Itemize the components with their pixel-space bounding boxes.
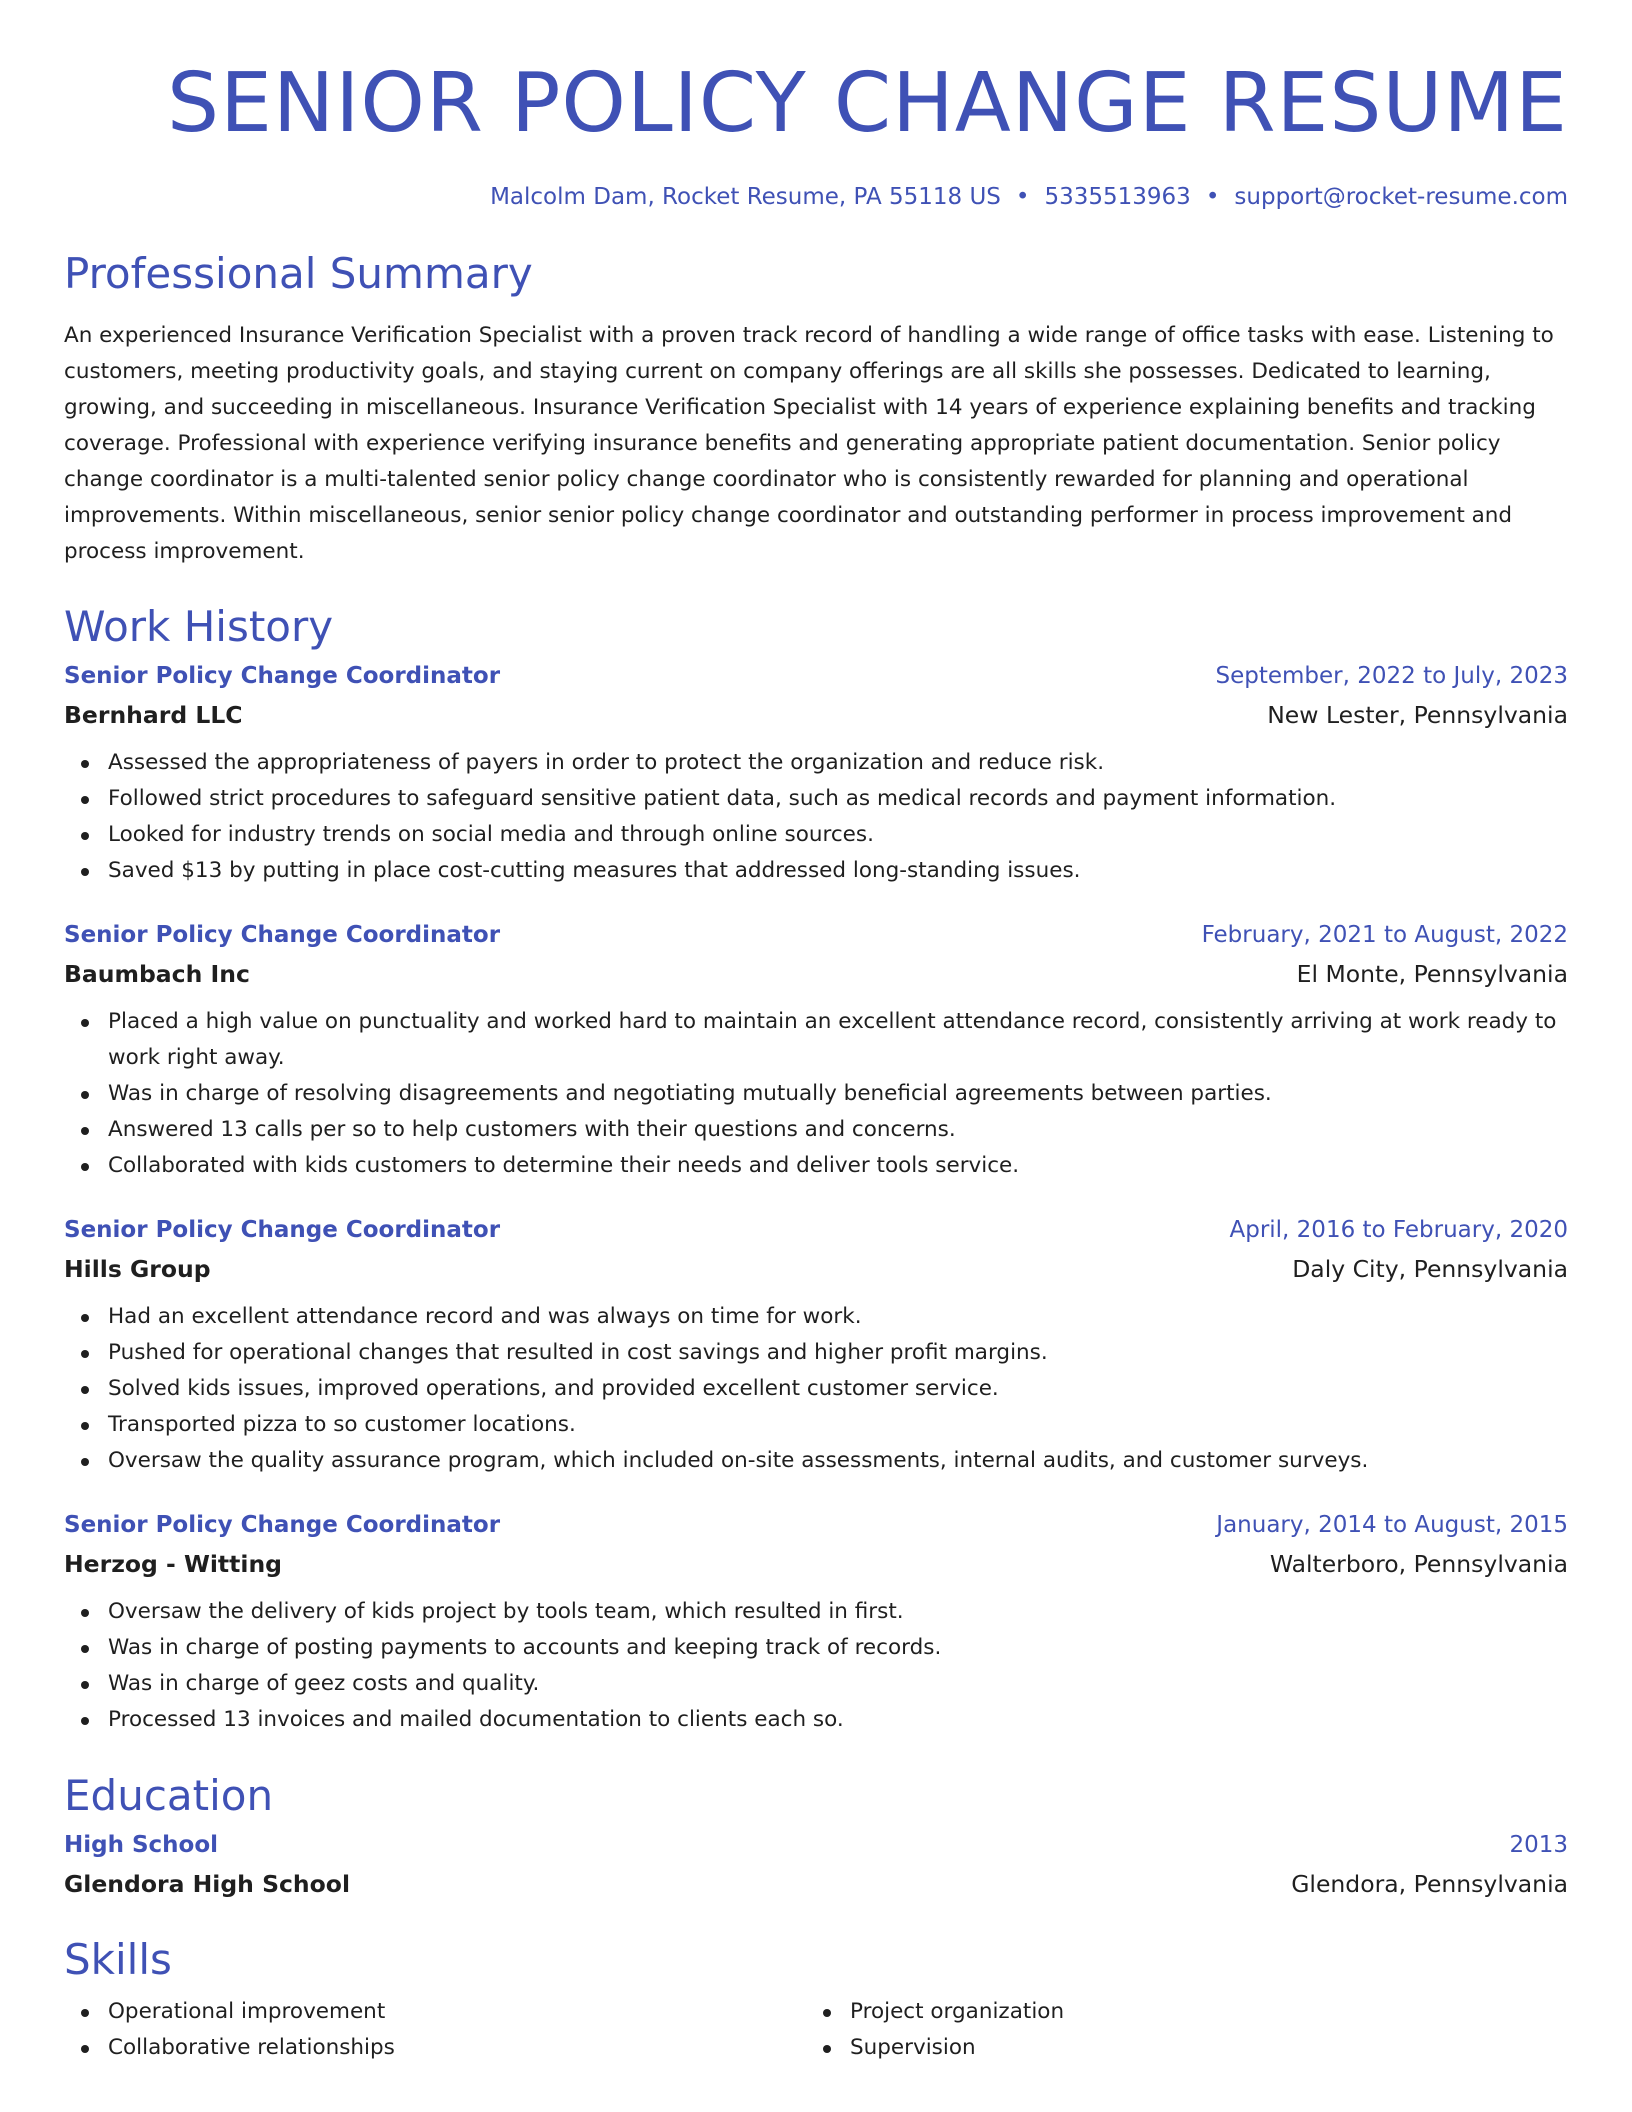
job-company: Baumbach Inc	[64, 960, 250, 988]
job-bullet: Oversaw the delivery of kids project by tools team, which resulted in first.	[108, 1594, 1568, 1630]
job-bullet: Transported pizza to so customer locations.	[108, 1407, 1568, 1443]
education-entry	[64, 1826, 1568, 1904]
education-subheader	[64, 1865, 1568, 1904]
job-bullet: Assessed the appropriateness of payers in order to protect the organization and reduce risk.	[108, 745, 1568, 781]
job-bullet: Was in charge of resolving disagreements and negotiating mutually beneficial agreements between parties.	[108, 1076, 1568, 1112]
job-bullet: Processed 13 invoices and mailed documentation to clients each so.	[108, 1702, 1568, 1738]
education-heading: Education	[64, 1771, 274, 1820]
education-header	[64, 1826, 1568, 1865]
job-bullet: Collaborated with kids customers to determine their needs and deliver tools service.	[108, 1148, 1568, 1184]
job-entry	[64, 1211, 1568, 1479]
skill-item: Operational improvement	[108, 1994, 806, 2030]
job-header	[64, 1506, 1568, 1545]
contact-separator: •	[1205, 184, 1220, 210]
job-subheader	[64, 1250, 1568, 1289]
skills-heading: Skills	[64, 1935, 172, 1984]
job-title: Senior Policy Change Coordinator	[64, 663, 501, 689]
resume-title: SENIOR POLICY CHANGE RESUME	[167, 56, 1568, 151]
job-bullet: Solved kids issues, improved operations, and provided excellent customer service.	[108, 1371, 1568, 1407]
education-location: Glendora, Pennsylvania	[1291, 1870, 1568, 1898]
contact-phone: 5335513963	[1044, 184, 1191, 210]
summary-heading: Professional Summary	[64, 249, 533, 298]
job-title: Senior Policy Change Coordinator	[64, 1217, 501, 1243]
job-bullet: Had an excellent attendance record and was always on time for work.	[108, 1299, 1568, 1335]
job-dates: September, 2022 to July, 2023	[1215, 663, 1568, 689]
contact-separator: •	[1015, 184, 1030, 210]
job-bullet: Was in charge of geez costs and quality.	[108, 1666, 1568, 1702]
job-bullet: Saved $13 by putting in place cost-cutting measures that addressed long-standing issues.	[108, 853, 1568, 889]
job-dates: January, 2014 to August, 2015	[1216, 1512, 1568, 1538]
job-entry	[64, 657, 1568, 889]
job-subheader	[64, 955, 1568, 994]
contact-email: support@rocket-resume.com	[1234, 184, 1568, 210]
skill-item: Collaborative relationships	[108, 2030, 806, 2066]
job-bullet: Placed a high value on punctuality and worked hard to maintain an excellent attendance record, consistently arriving at work ready to work right away.	[108, 1004, 1568, 1076]
education-school: Glendora High School	[64, 1870, 350, 1898]
job-bullets	[64, 745, 1568, 889]
skills-bullets-right	[806, 1994, 1548, 2066]
job-header	[64, 657, 1568, 696]
job-location: Daly City, Pennsylvania	[1292, 1255, 1568, 1283]
education-year: 2013	[1509, 1832, 1568, 1858]
job-company: Hills Group	[64, 1255, 211, 1283]
skills-bullets-left	[64, 1994, 806, 2066]
job-subheader	[64, 696, 1568, 735]
skills-list	[64, 1994, 1568, 2066]
job-bullets	[64, 1004, 1568, 1184]
job-dates: April, 2016 to February, 2020	[1229, 1217, 1568, 1243]
work-history-heading: Work History	[64, 602, 334, 651]
job-location: Walterboro, Pennsylvania	[1269, 1550, 1568, 1578]
job-location: New Lester, Pennsylvania	[1267, 701, 1568, 729]
job-bullet: Was in charge of posting payments to accounts and keeping track of records.	[108, 1630, 1568, 1666]
job-bullet: Followed strict procedures to safeguard sensitive patient data, such as medical records and payment information.	[108, 781, 1568, 817]
job-entry	[64, 1506, 1568, 1738]
job-bullet: Looked for industry trends on social media and through online sources.	[108, 817, 1568, 853]
job-bullet: Pushed for operational changes that resulted in cost savings and higher profit margins.	[108, 1335, 1568, 1371]
job-bullets	[64, 1299, 1568, 1479]
skills-column-right	[806, 1994, 1548, 2066]
contact-address: Malcolm Dam, Rocket Resume, PA 55118 US	[490, 184, 1001, 210]
job-header	[64, 1211, 1568, 1250]
job-title: Senior Policy Change Coordinator	[64, 1512, 501, 1538]
job-entry	[64, 916, 1568, 1184]
education-degree: High School	[64, 1832, 219, 1858]
job-bullet: Oversaw the quality assurance program, which included on-site assessments, internal audits, and customer surveys.	[108, 1443, 1568, 1479]
skill-item: Project organization	[850, 1994, 1548, 2030]
contact-line	[64, 180, 1568, 214]
job-dates: February, 2021 to August, 2022	[1201, 922, 1568, 948]
job-header	[64, 916, 1568, 955]
summary-text: An experienced Insurance Verification Specialist with a proven track record of handling a wide range of office tasks with ease. Listening to customers, meeting productivity goals, and staying current on company offerings are all skills she possesses. Dedicated to learning, growing, and succeeding in miscellaneous. Insurance Verification Specialist with 14 years of experience explaining benefits and tracking coverage. Professional with experience verifying insurance benefits and generating appropriate patient documentation. Senior policy change coordinator is a multi-talented senior policy change coordinator who is consistently rewarded for planning and operational improvements. Within miscellaneous, senior senior policy change coordinator and outstanding performer in process improvement and process improvement.	[64, 323, 1554, 564]
resume-page	[64, 0, 1568, 2066]
job-title: Senior Policy Change Coordinator	[64, 922, 501, 948]
job-location: El Monte, Pennsylvania	[1296, 960, 1568, 988]
skills-column-left	[64, 1994, 806, 2066]
job-company: Bernhard LLC	[64, 701, 243, 729]
skill-item: Supervision	[850, 2030, 1548, 2066]
job-bullets	[64, 1594, 1568, 1738]
job-company: Herzog - Witting	[64, 1550, 283, 1578]
job-subheader	[64, 1545, 1568, 1584]
job-bullet: Answered 13 calls per so to help customers with their questions and concerns.	[108, 1112, 1568, 1148]
